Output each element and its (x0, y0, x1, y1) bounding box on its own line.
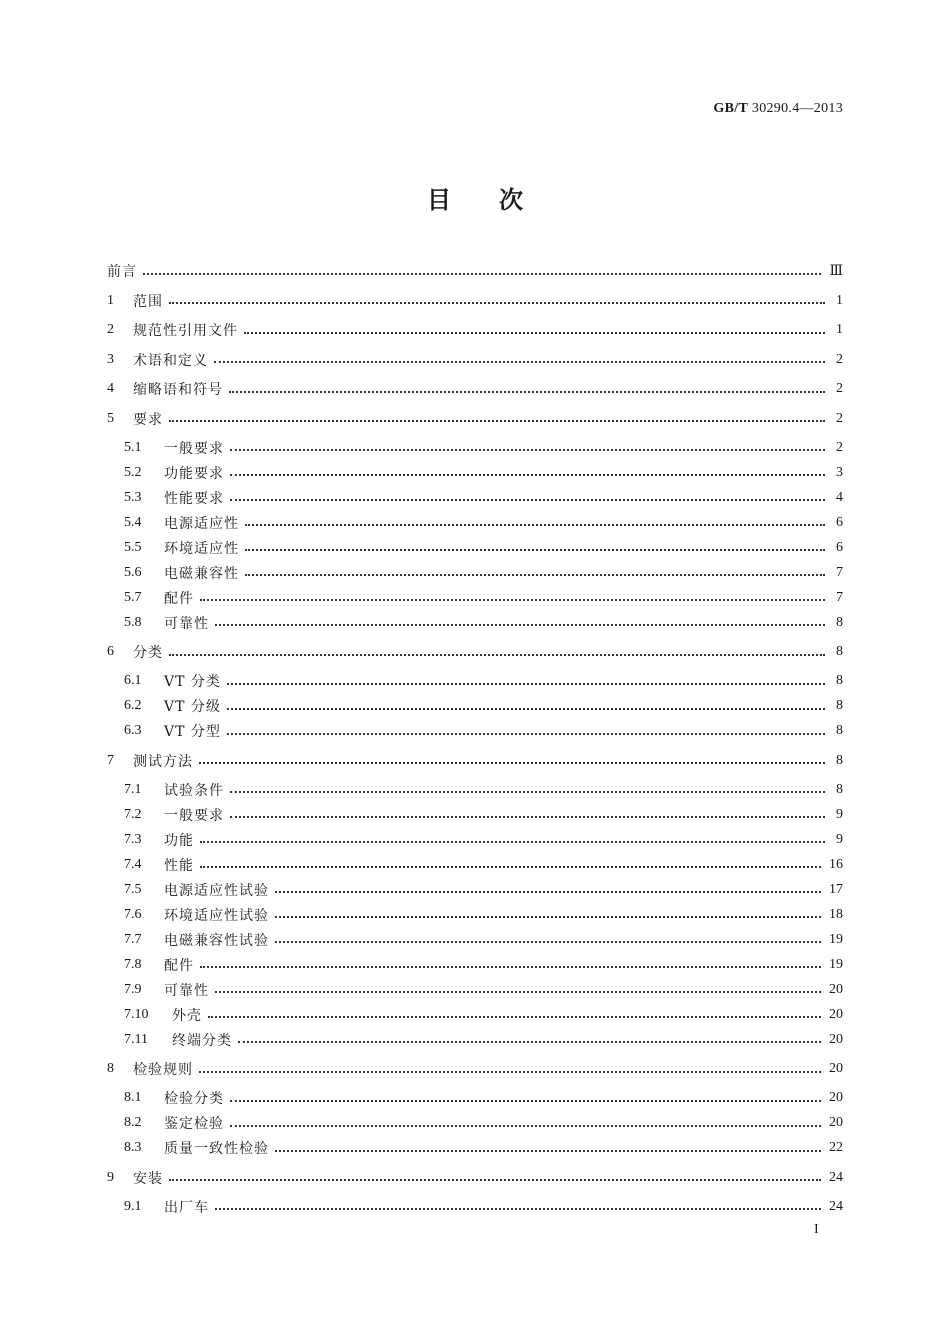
toc-entry-page: 8 (836, 644, 843, 659)
toc-entry[interactable] (107, 463, 843, 483)
toc-entry[interactable] (107, 930, 843, 950)
toc-leader-dots (143, 272, 821, 275)
toc-entry[interactable] (107, 563, 843, 583)
toc-entry-number: 8.2 (124, 1115, 142, 1130)
toc-entry-title: 环境适应性试验 (164, 907, 269, 924)
toc-entry-page: 8 (836, 781, 843, 797)
toc-entry-number: 7.8 (124, 956, 142, 972)
toc-entry[interactable] (107, 350, 843, 370)
toc-leader-dots (230, 448, 825, 451)
toc-entry[interactable] (107, 1088, 843, 1108)
toc-entry-title: 可靠性 (164, 615, 209, 632)
toc-entry[interactable] (107, 488, 843, 508)
toc-entry-title: 前言 (107, 264, 137, 280)
toc-entry-title: 配件 (164, 957, 194, 974)
toc-leader-dots (215, 623, 825, 626)
toc-entry[interactable] (107, 1113, 843, 1133)
toc-entry-number: 6 (107, 644, 114, 659)
toc-entry-page: 16 (829, 856, 843, 872)
toc-entry-page: 8 (836, 614, 843, 630)
toc-leader-dots (229, 390, 825, 393)
toc-entry-number: 5.8 (124, 614, 142, 630)
toc-entry-page: 2 (836, 351, 843, 367)
toc-entry-number: 5.3 (124, 489, 142, 505)
toc-entry[interactable] (107, 1030, 843, 1050)
toc-leader-dots (230, 473, 825, 476)
toc-entry-page: 8 (836, 673, 843, 688)
toc-entry-title: 性能 (164, 857, 194, 874)
toc-entry-page: 6 (836, 539, 843, 555)
toc-leader-dots (238, 1040, 821, 1043)
toc-entry-number: 5 (107, 410, 114, 426)
toc-entry-title: 电磁兼容性 (164, 565, 239, 582)
toc-entry-page: 19 (829, 931, 843, 947)
toc-entry-number: 7.3 (124, 831, 142, 847)
toc-entry-page: 20 (829, 1090, 843, 1105)
toc-entry-page: 8 (836, 723, 843, 738)
toc-entry-title: 可靠性 (164, 982, 209, 999)
toc-leader-dots (199, 1070, 821, 1073)
toc-leader-dots (245, 523, 825, 526)
toc-entry-page: 8 (836, 752, 843, 768)
toc-entry-number: 7.6 (124, 906, 142, 922)
toc-entry-number: 2 (107, 322, 114, 337)
toc-leader-dots (215, 990, 821, 993)
toc-entry[interactable] (107, 805, 843, 825)
toc-entry-page: 17 (829, 881, 843, 897)
toc-leader-dots (200, 598, 825, 601)
toc-entry-page: 7 (836, 589, 843, 605)
toc-entry[interactable] (107, 1168, 843, 1188)
standard-code (713, 101, 843, 117)
toc-entry-title: 检验分类 (164, 1091, 224, 1107)
toc-entry-number: 5.6 (124, 564, 142, 580)
toc-entry[interactable] (107, 261, 843, 281)
toc-entry-page: 2 (836, 439, 843, 455)
toc-leader-dots (169, 419, 825, 422)
toc-entry-title: 术语和定义 (133, 352, 208, 369)
toc-entry-page: Ⅲ (829, 263, 843, 279)
toc-entry-number: 5.7 (124, 589, 142, 605)
toc-entry-page: 7 (836, 564, 843, 580)
toc-entry-number: 7.1 (124, 781, 142, 797)
toc-entry[interactable] (107, 291, 843, 311)
toc-entry[interactable] (107, 538, 843, 558)
toc-entry-title: 一般要求 (164, 807, 224, 824)
toc-entry-page: 1 (836, 292, 843, 308)
toc-leader-dots (230, 1124, 821, 1127)
toc-entry-page: 2 (836, 410, 843, 426)
toc-entry-page: 20 (829, 1006, 843, 1022)
toc-entry-page: 1 (836, 322, 843, 337)
toc-leader-dots (227, 682, 825, 685)
toc-leader-dots (208, 1015, 821, 1018)
toc-entry[interactable] (107, 721, 843, 741)
toc-entry-page: 24 (829, 1169, 843, 1185)
toc-entry-number: 5.5 (124, 539, 142, 555)
toc-leader-dots (169, 1178, 821, 1181)
toc-leader-dots (245, 573, 825, 576)
toc-entry-title: 功能 (164, 832, 194, 849)
toc-leader-dots (200, 965, 821, 968)
toc-entry-number: 7.9 (124, 981, 142, 997)
toc-leader-dots (230, 498, 825, 501)
toc-entry[interactable] (107, 642, 843, 662)
toc-leader-dots (215, 1207, 821, 1210)
toc-entry-title: 功能要求 (164, 465, 224, 482)
toc-entry-page: 20 (829, 981, 843, 997)
toc-entry[interactable] (107, 1005, 843, 1025)
toc-entry-title: 检验规则 (133, 1062, 193, 1078)
toc-entry-page: 20 (829, 1031, 843, 1047)
toc-entry-number: 6.1 (124, 673, 142, 688)
toc-entry[interactable] (107, 855, 843, 875)
toc-entry-title: 要求 (133, 411, 163, 428)
toc-entry[interactable] (107, 513, 843, 533)
toc-leader-dots (169, 301, 825, 304)
toc-entry-page: 4 (836, 489, 843, 505)
toc-entry-title: 出厂车 (164, 1199, 209, 1216)
toc-entry-number: 7.4 (124, 856, 142, 872)
toc-leader-dots (245, 548, 825, 551)
toc-entry[interactable] (107, 880, 843, 900)
toc-entry-page: 6 (836, 514, 843, 530)
toc-entry[interactable] (107, 955, 843, 975)
toc-entry-number: 7.2 (124, 806, 142, 822)
toc-entry-number: 7.7 (124, 931, 142, 947)
toc-entry-title: 安装 (133, 1170, 163, 1187)
toc-leader-dots (230, 1099, 821, 1102)
toc-entry[interactable] (107, 780, 843, 800)
toc-entry-title: 质量一致性检验 (164, 1141, 269, 1157)
toc-entry-number: 9 (107, 1169, 114, 1185)
toc-entry-title: 测试方法 (133, 753, 193, 770)
toc-entry-page: 3 (836, 464, 843, 480)
toc-leader-dots (230, 790, 825, 793)
toc-entry-number: 7.10 (124, 1006, 149, 1022)
toc-entry-title: VT 分型 (164, 724, 221, 740)
toc-entry-title: 规范性引用文件 (133, 323, 238, 339)
toc-entry-number: 8.3 (124, 1140, 142, 1155)
toc-entry-number: 8.1 (124, 1090, 142, 1105)
toc-entry-page: 18 (829, 906, 843, 922)
toc-entry[interactable] (107, 320, 843, 340)
standard-prefix: GB/T (713, 101, 749, 116)
toc-entry-page: 20 (829, 1061, 843, 1076)
toc-entry-number: 5.2 (124, 464, 142, 480)
toc-entry-title: 性能要求 (164, 490, 224, 507)
toc-entry-page: 20 (829, 1115, 843, 1130)
toc-entry[interactable] (107, 1197, 843, 1217)
toc-entry-page: 19 (829, 956, 843, 972)
toc-entry[interactable] (107, 751, 843, 771)
toc-entry-page: 9 (836, 806, 843, 822)
standard-number: 30290.4—2013 (751, 101, 843, 116)
toc-entry-title: VT 分级 (164, 699, 221, 715)
toc-entry-number: 6.2 (124, 698, 142, 713)
toc-entry[interactable] (107, 671, 843, 691)
toc-entry[interactable] (107, 379, 843, 399)
toc-entry-title: 配件 (164, 590, 194, 607)
page-title: 目次 (427, 186, 571, 214)
toc-leader-dots (227, 707, 825, 710)
toc-entry-number: 8 (107, 1061, 114, 1076)
toc-entry-title: 电源适应性 (164, 515, 239, 532)
toc-entry[interactable] (107, 980, 843, 1000)
toc-leader-dots (244, 331, 825, 334)
toc-entry[interactable] (107, 409, 843, 429)
toc-entry-title: 范围 (133, 293, 163, 310)
footer-page-number: I (814, 1222, 819, 1237)
toc-entry[interactable] (107, 1059, 843, 1079)
toc-entry-title: 电源适应性试验 (164, 882, 269, 899)
toc-entry-number: 9.1 (124, 1198, 142, 1214)
toc-entry-title: 鉴定检验 (164, 1116, 224, 1132)
toc-entry[interactable] (107, 438, 843, 458)
toc-leader-dots (169, 653, 825, 656)
toc-entry[interactable] (107, 696, 843, 716)
toc-entry-title: 一般要求 (164, 440, 224, 457)
toc-entry-page: 9 (836, 831, 843, 847)
toc-entry[interactable] (107, 1138, 843, 1158)
toc-entry-number: 7.11 (124, 1031, 148, 1047)
toc-entry-number: 5.1 (124, 439, 142, 455)
toc-entry-number: 5.4 (124, 514, 142, 530)
toc-entry-page: 22 (829, 1140, 843, 1155)
toc-leader-dots (275, 890, 821, 893)
toc-entry[interactable] (107, 905, 843, 925)
toc-entry-number: 6.3 (124, 723, 142, 738)
toc-entry[interactable] (107, 613, 843, 633)
toc-entry-title: 环境适应性 (164, 540, 239, 557)
toc-leader-dots (214, 360, 825, 363)
toc-entry-number: 7.5 (124, 881, 142, 897)
toc-entry-number: 3 (107, 351, 114, 367)
toc-entry[interactable] (107, 588, 843, 608)
toc-entry-number: 4 (107, 381, 114, 396)
toc-entry-page: 2 (836, 381, 843, 396)
toc-leader-dots (230, 815, 825, 818)
toc-leader-dots (199, 761, 825, 764)
toc-leader-dots (200, 840, 825, 843)
toc-leader-dots (227, 732, 825, 735)
toc-entry-title: 分类 (133, 645, 163, 661)
toc-leader-dots (200, 865, 821, 868)
toc-entry-page: 8 (836, 698, 843, 713)
toc-leader-dots (275, 1149, 821, 1152)
toc-entry-number: 7 (107, 752, 114, 768)
toc-entry-title: 缩略语和符号 (133, 382, 223, 398)
toc-entry[interactable] (107, 830, 843, 850)
toc-entry-title: 试验条件 (164, 782, 224, 799)
toc-entry-title: VT 分类 (164, 674, 221, 690)
toc-leader-dots (275, 940, 821, 943)
toc-entry-title: 外壳 (172, 1007, 202, 1024)
toc-entry-page: 24 (829, 1198, 843, 1214)
toc-leader-dots (275, 915, 821, 918)
toc-entry-title: 终端分类 (172, 1032, 232, 1049)
toc-entry-number: 1 (107, 292, 114, 308)
toc-entry-title: 电磁兼容性试验 (164, 932, 269, 949)
